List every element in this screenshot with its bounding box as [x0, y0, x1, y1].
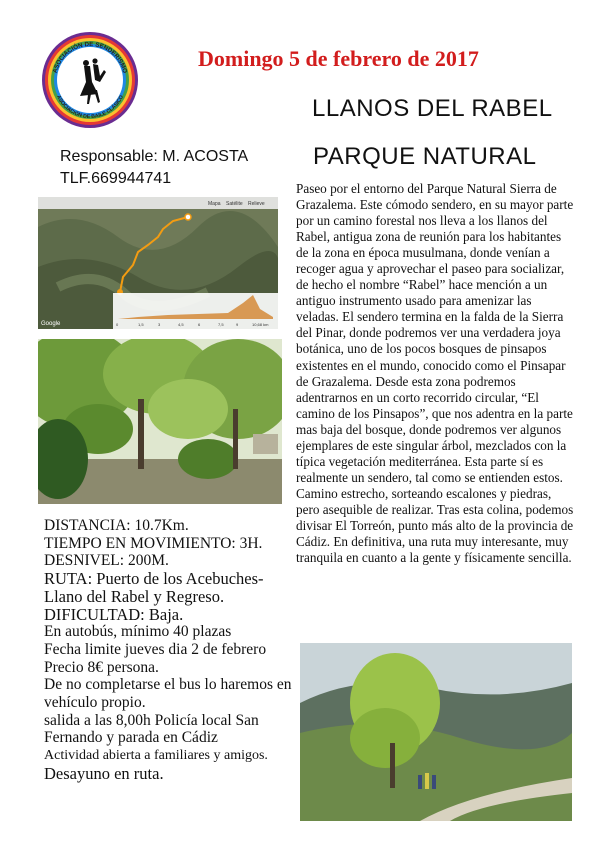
route-map-image — [38, 197, 278, 329]
event-date: Domingo 5 de febrero de 2017 — [198, 46, 479, 71]
deadline-text: Fecha limite jueves dia 2 de febrero — [44, 640, 267, 658]
route-description: Paseo por el entorno del Parque Natural Sierra de Grazalema. Este cómodo sendero, en su mayor parte por un camino forestal nos lleva a los llanos del Rabel, antigua zona de reunión para los habitantes de la zona en época musulmana, donde venían a recoger agua y aprovechar el paseo para socializar, de hecho el nombre “Rabel” hace mención a un antiguo instrumento usado para amenizar las veladas. El sendero termina en la falda de la Sierra del Pinar, donde podremos ver una verdadera joya botánica, uno de los pocos bosques de pinsapos existentes en el mundo, conocido como el Pinsapar de Grazalema. Desde esta zona podremos adentrarnos en un corto recorrido circular, “El camino de los Pinsapos”, que nos adentra en la parte mas baja del bosque, donde podremos ver algunos ejemplares de este singular árbol, mezclados con la típica vegetación mediterránea. Esta parte sí es realmente un sendero, tal como se entienden estos. Camino estrecho, sorteando escalones y piedras, pero asequible de realizar. Tras esta colina, podemos divisar El Torreón, punto más alto de la provincia de Cádiz. En definitiva, una ruta muy interesante, muy tranquila en cuanto a la gente y físicamente sencilla. — [296, 181, 574, 566]
trip-details — [44, 517, 294, 783]
elevation-text: DESNIVEL: 200M. — [44, 552, 169, 570]
page-title-line1: LLANOS DEL RABEL — [312, 95, 553, 122]
departure-text: salida a las 8,00h Policía local San Fernando y parada en Cádiz — [44, 711, 259, 747]
difficulty-text: DIFICULTAD: Baja. — [44, 604, 184, 624]
phone-text: TLF.669944741 — [60, 170, 172, 187]
profile-axis-6: 9 — [236, 322, 239, 327]
route-start-marker — [185, 214, 191, 220]
logo-bottom-text: ASOCIACIÓN DE BAILE CLÁSICO — [55, 94, 125, 121]
bus-text: En autobús, mínimo 40 plazas — [44, 623, 232, 641]
profile-axis-4: 6 — [198, 322, 201, 327]
profile-axis-1: 1,5 — [138, 322, 144, 327]
google-attribution: Google — [41, 321, 61, 327]
map-tab-satelite[interactable]: Satélite — [226, 201, 243, 207]
price-text: Precio 8€ persona. — [44, 658, 159, 676]
time-text: TIEMPO EN MOVIMIENTO: 3H. — [44, 534, 263, 552]
map-tab-mapa[interactable]: Mapa — [208, 201, 221, 207]
route-text: RUTA: Puerto de los Acebuches-Llano del Rabel y Regreso. — [44, 569, 264, 606]
contact-block — [60, 146, 248, 190]
page-title-line2: PARQUE NATURAL — [313, 143, 537, 170]
profile-axis-5: 7,5 — [218, 322, 224, 327]
profile-axis-0: 0 — [116, 322, 119, 327]
profile-axis-2: 3 — [158, 322, 161, 327]
association-logo — [40, 30, 140, 130]
logo-top-text: ASOCIACIÓN DE SENDERISMO — [51, 40, 129, 74]
map-tab-relieve[interactable]: Relieve — [248, 201, 265, 207]
open-activity-text: Actividad abierta a familiares y amigos. — [44, 748, 268, 764]
profile-axis-7: 10,68 km — [252, 322, 269, 327]
distance-text: DISTANCIA: 10.7Km. — [44, 517, 189, 534]
fallback-text: De no completarse el bus lo haremos en vehículo propio. — [44, 676, 292, 712]
responsible-text: Responsable: M. ACOSTA — [60, 148, 249, 165]
forest-photo — [38, 339, 282, 504]
breakfast-text: Desayuno en ruta. — [44, 763, 164, 783]
profile-axis-3: 4,5 — [178, 322, 184, 327]
landscape-photo — [300, 643, 572, 821]
